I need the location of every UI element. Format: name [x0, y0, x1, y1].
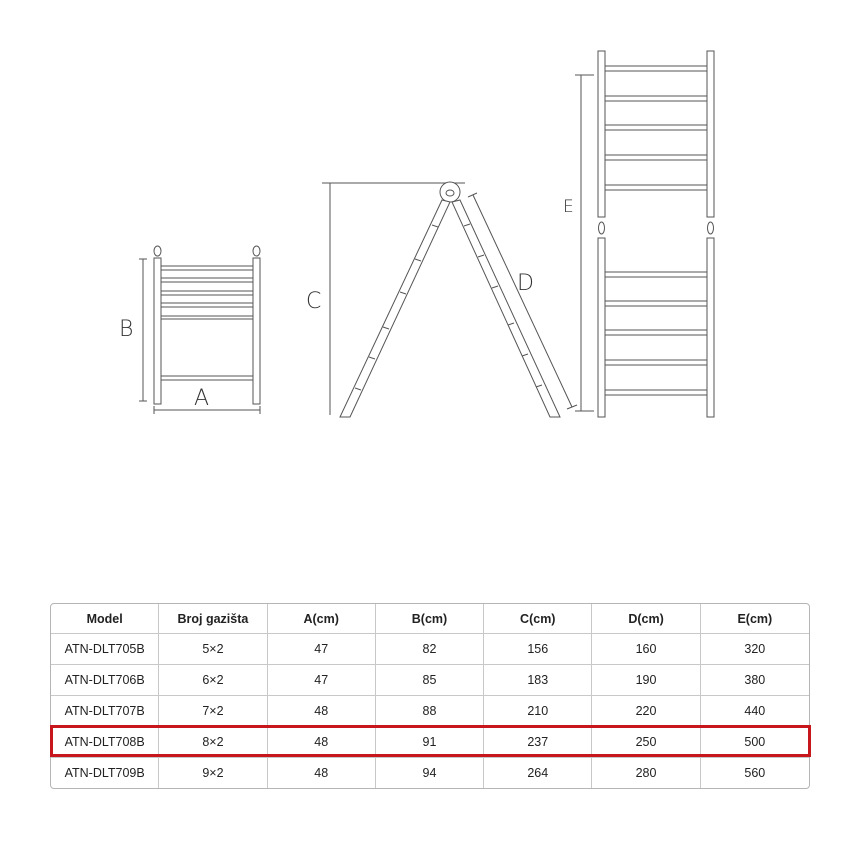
- cell-d: 160: [592, 634, 700, 665]
- spec-table: [50, 603, 810, 789]
- cell-a: 48: [268, 727, 376, 758]
- cell-c: 183: [484, 665, 592, 696]
- cell-b: 82: [376, 634, 484, 665]
- cell-a: 47: [268, 634, 376, 665]
- cell-d: 250: [592, 727, 700, 758]
- a-frame-ladder-drawing: [322, 182, 577, 417]
- cell-e: 380: [701, 665, 809, 696]
- dimension-label-c: C: [306, 289, 322, 314]
- dimension-label-b: B: [119, 317, 134, 342]
- cell-d: 220: [592, 696, 700, 727]
- header-d: D(cm): [592, 604, 700, 634]
- cell-model: ATN-DLT707B: [51, 696, 159, 727]
- cell-c: 264: [484, 758, 592, 788]
- header-model: Model: [51, 604, 159, 634]
- cell-b: 94: [376, 758, 484, 788]
- header-a: A(cm): [268, 604, 376, 634]
- table-row: [51, 665, 809, 696]
- header-e: E(cm): [701, 604, 809, 634]
- cell-c: 210: [484, 696, 592, 727]
- cell-e: 320: [701, 634, 809, 665]
- dimension-label-e: E: [563, 197, 574, 217]
- table-row: [51, 758, 809, 788]
- cell-c: 237: [484, 727, 592, 758]
- cell-e: 500: [701, 727, 809, 758]
- cell-e: 560: [744, 766, 766, 780]
- cell-model: ATN-DLT706B: [51, 665, 159, 696]
- extended-ladder-drawing: [575, 51, 714, 417]
- cell-a: 47: [268, 665, 376, 696]
- cell-a: 48: [268, 696, 376, 727]
- cell-e: 440: [701, 696, 809, 727]
- cell-steps: 7×2: [159, 696, 267, 727]
- cell-d: 280: [592, 758, 700, 788]
- header-steps: Broj gazišta: [159, 604, 267, 634]
- table-row: [51, 696, 809, 727]
- cell-model: ATN-DLT708B: [51, 727, 159, 758]
- cell-steps: 9×2: [159, 758, 267, 788]
- cell-steps: 8×2: [159, 727, 267, 758]
- cell-b: 85: [376, 665, 484, 696]
- header-c: C(cm): [484, 604, 592, 634]
- table-row-highlighted: [51, 727, 809, 758]
- cell-model: ATN-DLT709B: [51, 758, 159, 788]
- cell-b: 91: [376, 727, 484, 758]
- cell-b: 88: [376, 696, 484, 727]
- cell-a: 48: [268, 758, 376, 788]
- table-header-row: [51, 604, 809, 634]
- dimension-label-a: A: [194, 386, 210, 411]
- dimension-label-d: D: [517, 271, 534, 296]
- cell-steps: 5×2: [159, 634, 267, 665]
- table-row: [51, 634, 809, 665]
- cell-c: 156: [484, 634, 592, 665]
- cell-d: 190: [592, 665, 700, 696]
- cell-steps: 6×2: [159, 665, 267, 696]
- cell-model: ATN-DLT705B: [51, 634, 159, 665]
- header-b: B(cm): [376, 604, 484, 634]
